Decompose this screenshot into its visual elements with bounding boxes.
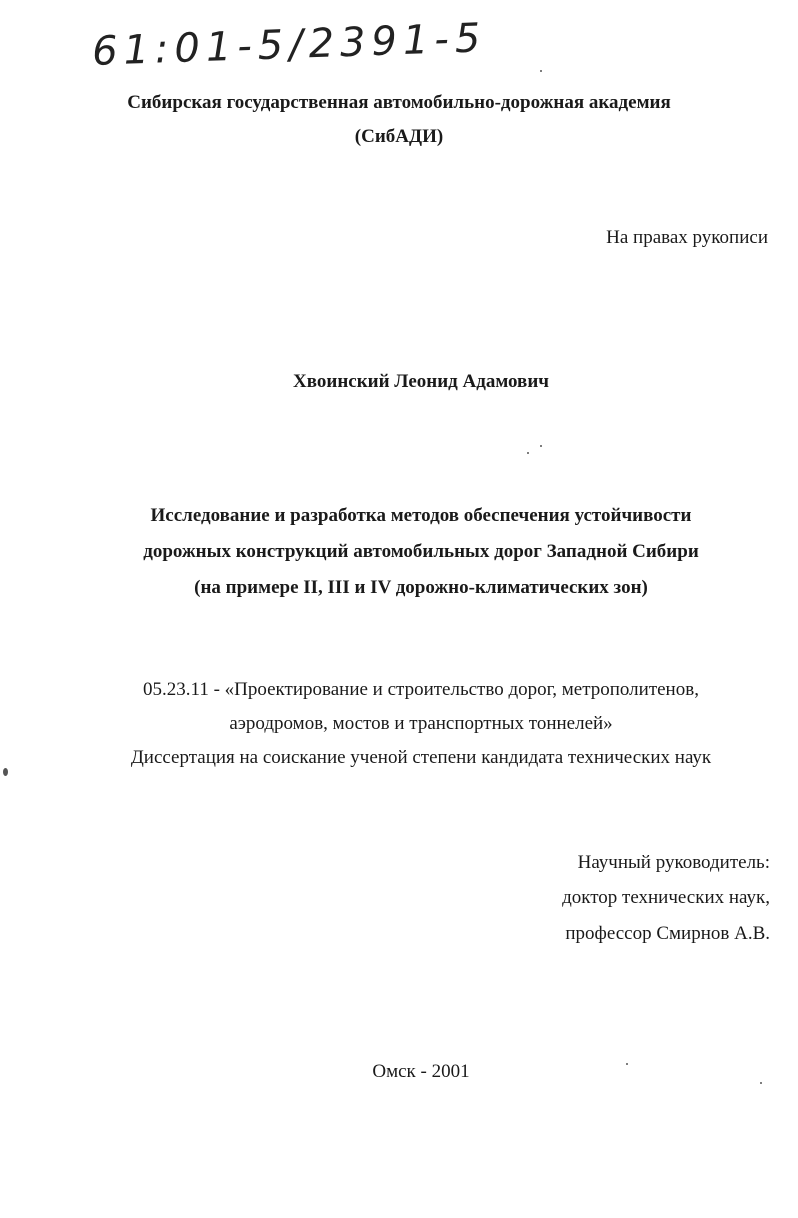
scan-speck	[3, 768, 8, 776]
institution-abbreviation: (СибАДИ)	[354, 126, 444, 147]
archive-code-handwritten: 61:01-5/2391-5	[91, 15, 487, 75]
manuscript-note: На правах рукописи	[606, 227, 768, 248]
scan-speck	[760, 1082, 762, 1084]
supervisor-degree: доктор технических наук,	[562, 887, 770, 908]
dissertation-title-line-1: Исследование и разработка методов обеспечения устойчивости	[150, 505, 692, 526]
place-and-year: Омск - 2001	[372, 1061, 470, 1082]
specialty-line-1: 05.23.11 - «Проектирование и строительство дорог, метрополитенов,	[143, 679, 699, 700]
institution-name: Сибирская государственная автомобильно-дорожная академия	[127, 92, 671, 113]
scan-speck	[626, 1063, 628, 1065]
supervisor-name: профессор Смирнов А.В.	[565, 923, 770, 944]
scan-speck	[527, 452, 529, 454]
dissertation-title-line-3: (на примере II, III и IV дорожно-климатических зон)	[194, 577, 648, 598]
supervisor-label: Научный руководитель:	[577, 852, 770, 873]
author-name: Хвоинский Леонид Адамович	[293, 371, 549, 392]
degree-statement: Диссертация на соискание ученой степени кандидата технических наук	[130, 747, 712, 768]
dissertation-title-line-2: дорожных конструкций автомобильных дорог Западной Сибири	[143, 541, 699, 562]
scan-speck	[540, 70, 542, 72]
scan-speck	[540, 445, 542, 447]
specialty-line-2: аэродромов, мостов и транспортных тоннелей»	[229, 713, 613, 734]
